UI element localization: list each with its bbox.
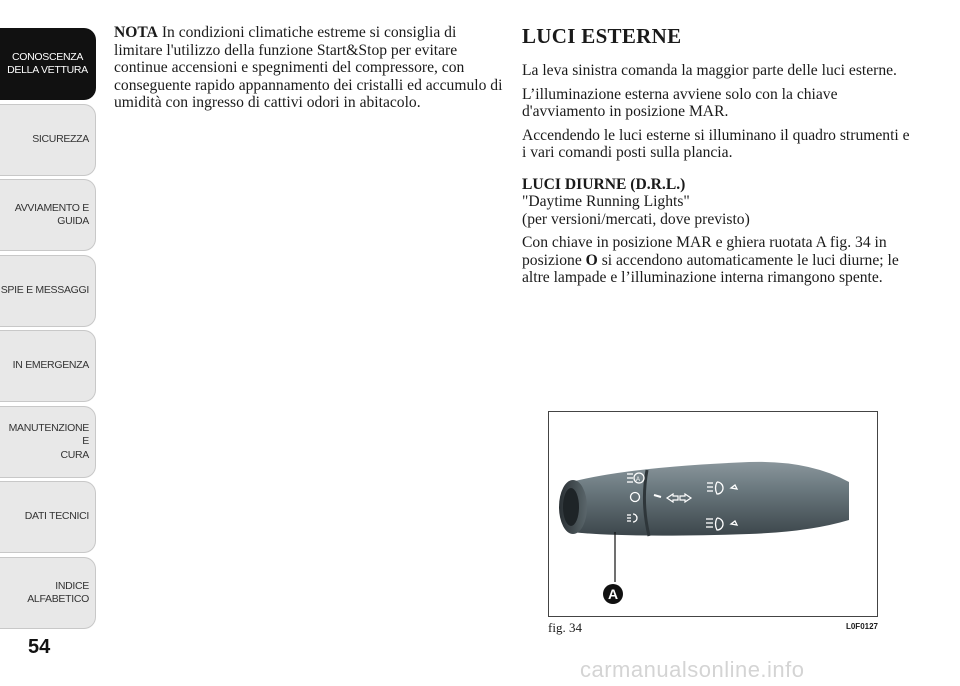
stalk-body (571, 462, 849, 536)
tab-manutenzione[interactable]: MANUTENZIONE E CURA (0, 406, 96, 478)
light-stalk-illustration (549, 412, 877, 616)
figure-code: L0F0127 (845, 622, 878, 631)
subsection-title: LUCI DIURNE (D.R.L.) (522, 175, 686, 193)
watermark: carmanualsonline.info (580, 657, 805, 682)
section-luci-esterne (522, 24, 912, 293)
note-text: In condizioni climatiche estreme si consiglia di limitare l'utilizzo della funzione Start&Stop per evitare continue accensioni e spegnimenti del compressore, con conseguente rapido appannamento dei cristalli ed accumulo di umidità con ingresso di cattivi odori in abitacolo. (114, 24, 503, 111)
note-label: NOTA (114, 24, 158, 41)
tab-dati-tecnici[interactable]: DATI TECNICI (0, 481, 96, 553)
tab-avviamento[interactable]: AVVIAMENTO E GUIDA (0, 179, 96, 251)
paragraph-1: La leva sinistra comanda la maggior parte delle luci esterne. (522, 62, 897, 79)
tab-conoscenza[interactable]: CONOSCENZA DELLA VETTURA (0, 28, 96, 100)
subsection-line1: "Daytime Running Lights" (522, 193, 690, 210)
figure-caption (548, 620, 878, 636)
subsection-body: Con chiave in posizione MAR e ghiera ruotata A fig. 34 in posizione O si accendono automaticamente le luci diurne; le altre lampade e l’illuminazione interna rimangono spente. (522, 234, 899, 286)
note-paragraph (114, 24, 504, 112)
paragraph-2: L’illuminazione esterna avviene solo con la chiave d'avviamento in posizione MAR. (522, 85, 838, 120)
paragraph-3: Accendendo le luci esterne si illuminano il quadro strumenti e i vari comandi posti sulla plancia. (522, 126, 910, 161)
svg-text:A: A (636, 477, 641, 483)
tab-sicurezza[interactable]: SICUREZZA (0, 104, 96, 176)
callout-a-label: A (608, 586, 619, 602)
subsection-line2: (per versioni/mercati, dove previsto) (522, 210, 750, 228)
tab-spie[interactable]: SPIE E MESSAGGI (0, 255, 96, 327)
figure-caption-text: fig. 34 (548, 620, 582, 635)
section-title: LUCI ESTERNE (522, 24, 682, 48)
figure-light-stalk (548, 411, 878, 617)
page-number: 54 (28, 636, 51, 658)
tab-indice[interactable]: INDICE ALFABETICO (0, 557, 96, 629)
tab-emergenza[interactable]: IN EMERGENZA (0, 330, 96, 402)
